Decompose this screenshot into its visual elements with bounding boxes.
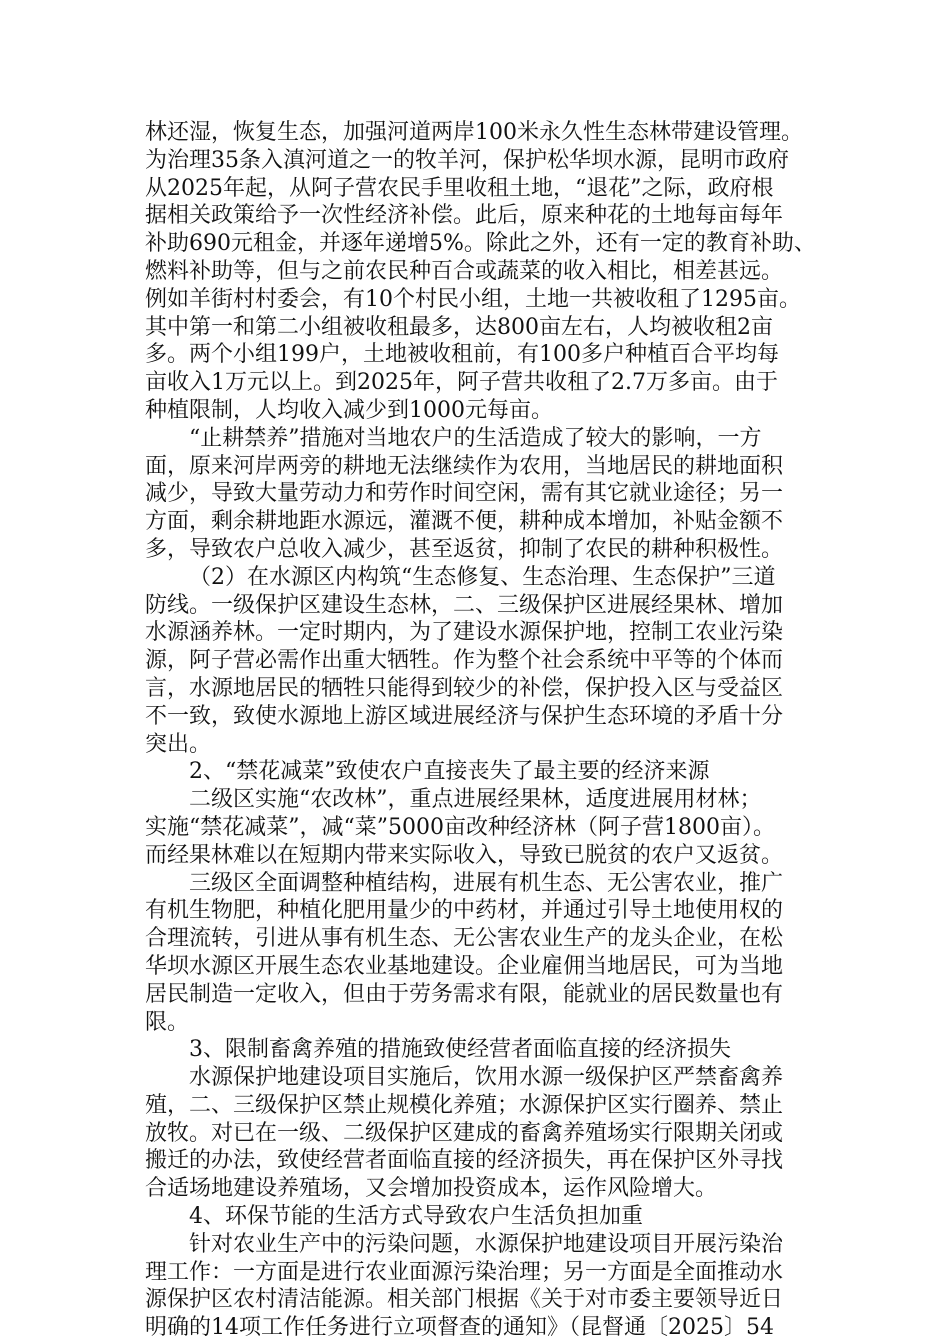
text-line: 合理流转，引进从事有机生态、无公害农业生产的龙头企业，在松 — [145, 926, 784, 952]
text-line: 二级区实施“农改林”，重点进展经果林，适度进展用材林； — [189, 787, 762, 813]
text-line: 2、“禁花减菜”致使农户直接丧失了最主要的经济来源 — [189, 759, 710, 785]
text-line: 针对农业生产中的污染问题，水源保护地建设项目开展污染治 — [189, 1231, 784, 1257]
text-line: 种植限制，人均收入减少到1000元每亩。 — [145, 397, 553, 423]
text-line: 水源涵养林。一定时期内，为了建设水源保护地，控制工农业污染 — [145, 620, 784, 646]
text-line: 面，原来河岸两旁的耕地无法继续作为农用，当地居民的耕地面积 — [145, 453, 784, 479]
text-line: 有机生物肥，种植化肥用量少的中药材，并通过引导土地使用权的 — [145, 898, 784, 924]
text-line: 理工作：一方面是进行农业面源污染治理；另一方面是全面推动水 — [145, 1259, 784, 1285]
text-line: （2）在水源区内构筑“生态修复、生态治理、生态保护”三道 — [189, 564, 776, 590]
text-line: 不一致，致使水源地上游区域进展经济与保护生态环境的矛盾十分 — [145, 703, 784, 729]
text-line: 合适场地建设养殖场，又会增加投资成本，运作风险增大。 — [145, 1176, 718, 1202]
text-line: 多。两个小组199户，土地被收租前，有100多户种植百合平均每 — [145, 342, 779, 368]
text-line: 减少，导致大量劳动力和劳作时间空闲，需有其它就业途径；另一 — [145, 481, 784, 507]
text-line: 林还湿，恢复生态，加强河道两岸100米永久性生态林带建设管理。 — [145, 120, 803, 145]
text-line: 居民制造一定收入，但由于劳务需求有限，能就业的居民数量也有 — [145, 981, 784, 1007]
text-line: 从2025年起，从阿子营农民手里收租土地，“退花”之际，政府根 — [145, 175, 774, 201]
text-line: 例如羊街村村委会，有10个村民小组，土地一共被收租了1295亩。 — [145, 286, 801, 312]
text-line: 搬迁的办法，致使经营者面临直接的经济损失，再在保护区外寻找 — [145, 1148, 784, 1174]
text-line: 华坝水源区开展生态农业基地建设。企业雇佣当地居民，可为当地 — [145, 953, 784, 979]
document-body — [145, 119, 835, 1342]
text-line: 言，水源地居民的牺牲只能得到较少的补偿，保护投入区与受益区 — [145, 675, 784, 701]
text-line: 三级区全面调整种植结构，进展有机生态、无公害农业，推广 — [189, 870, 784, 896]
text-line: 据相关政策给予一次性经济补偿。此后，原来种花的土地每亩每年 — [145, 203, 784, 229]
text-line: 方面，剩余耕地距水源远，灌溉不便，耕种成本增加，补贴金额不 — [145, 509, 784, 535]
text-line: 突出。 — [145, 731, 212, 757]
text-line: 亩收入1万元以上。到2025年，阿子营共收租了2.7万多亩。由于 — [145, 370, 778, 396]
text-line: 多，导致农户总收入减少，甚至返贫，抑制了农民的耕种积极性。 — [145, 536, 784, 562]
text-line: 源保护区农村清洁能源。相关部门根据《关于对市委主要领导近日 — [145, 1287, 784, 1313]
text-line: 殖，二、三级保护区禁止规模化养殖；水源保护区实行圈养、禁止 — [145, 1092, 784, 1118]
text-line: 水源保护地建设项目实施后，饮用水源一级保护区严禁畜禽养 — [189, 1065, 784, 1091]
text-line: 补助690元租金，并逐年递增5%。除此之外，还有一定的教育补助、 — [145, 231, 816, 257]
text-line: “止耕禁养”措施对当地农户的生活造成了较大的影响，一方 — [189, 425, 762, 451]
text-line: 明确的14项工作任务进行立项督查的通知》（昆督通〔2025〕54 — [145, 1315, 774, 1341]
text-line: 其中第一和第二小组被收租最多，达800亩左右，人均被收租2亩 — [145, 314, 773, 340]
text-line: 为治理35条入滇河道之一的牧羊河，保护松华坝水源，昆明市政府 — [145, 147, 789, 173]
text-line: 而经果林难以在短期内带来实际收入，导致已脱贫的农户又返贫。 — [145, 842, 784, 868]
text-line: 3、限制畜禽养殖的措施致使经营者面临直接的经济损失 — [189, 1037, 731, 1063]
text-line: 放牧。对已在一级、二级保护区建成的畜禽养殖场实行限期关闭或 — [145, 1120, 784, 1146]
text-line: 限。 — [145, 1009, 190, 1035]
text-line: 4、环保节能的生活方式导致农户生活负担加重 — [189, 1204, 643, 1230]
text-line: 防线。一级保护区建设生态林，二、三级保护区进展经果林、增加 — [145, 592, 784, 618]
text-line: 实施“禁花减菜”，减“菜”5000亩改种经济林（阿子营1800亩）。 — [145, 814, 775, 840]
text-line: 燃料补助等，但与之前农民种百合或蔬菜的收入相比，相差甚远。 — [145, 258, 784, 284]
text-line: 源，阿子营必需作出重大牺牲。作为整个社会系统中平等的个体而 — [145, 648, 784, 674]
